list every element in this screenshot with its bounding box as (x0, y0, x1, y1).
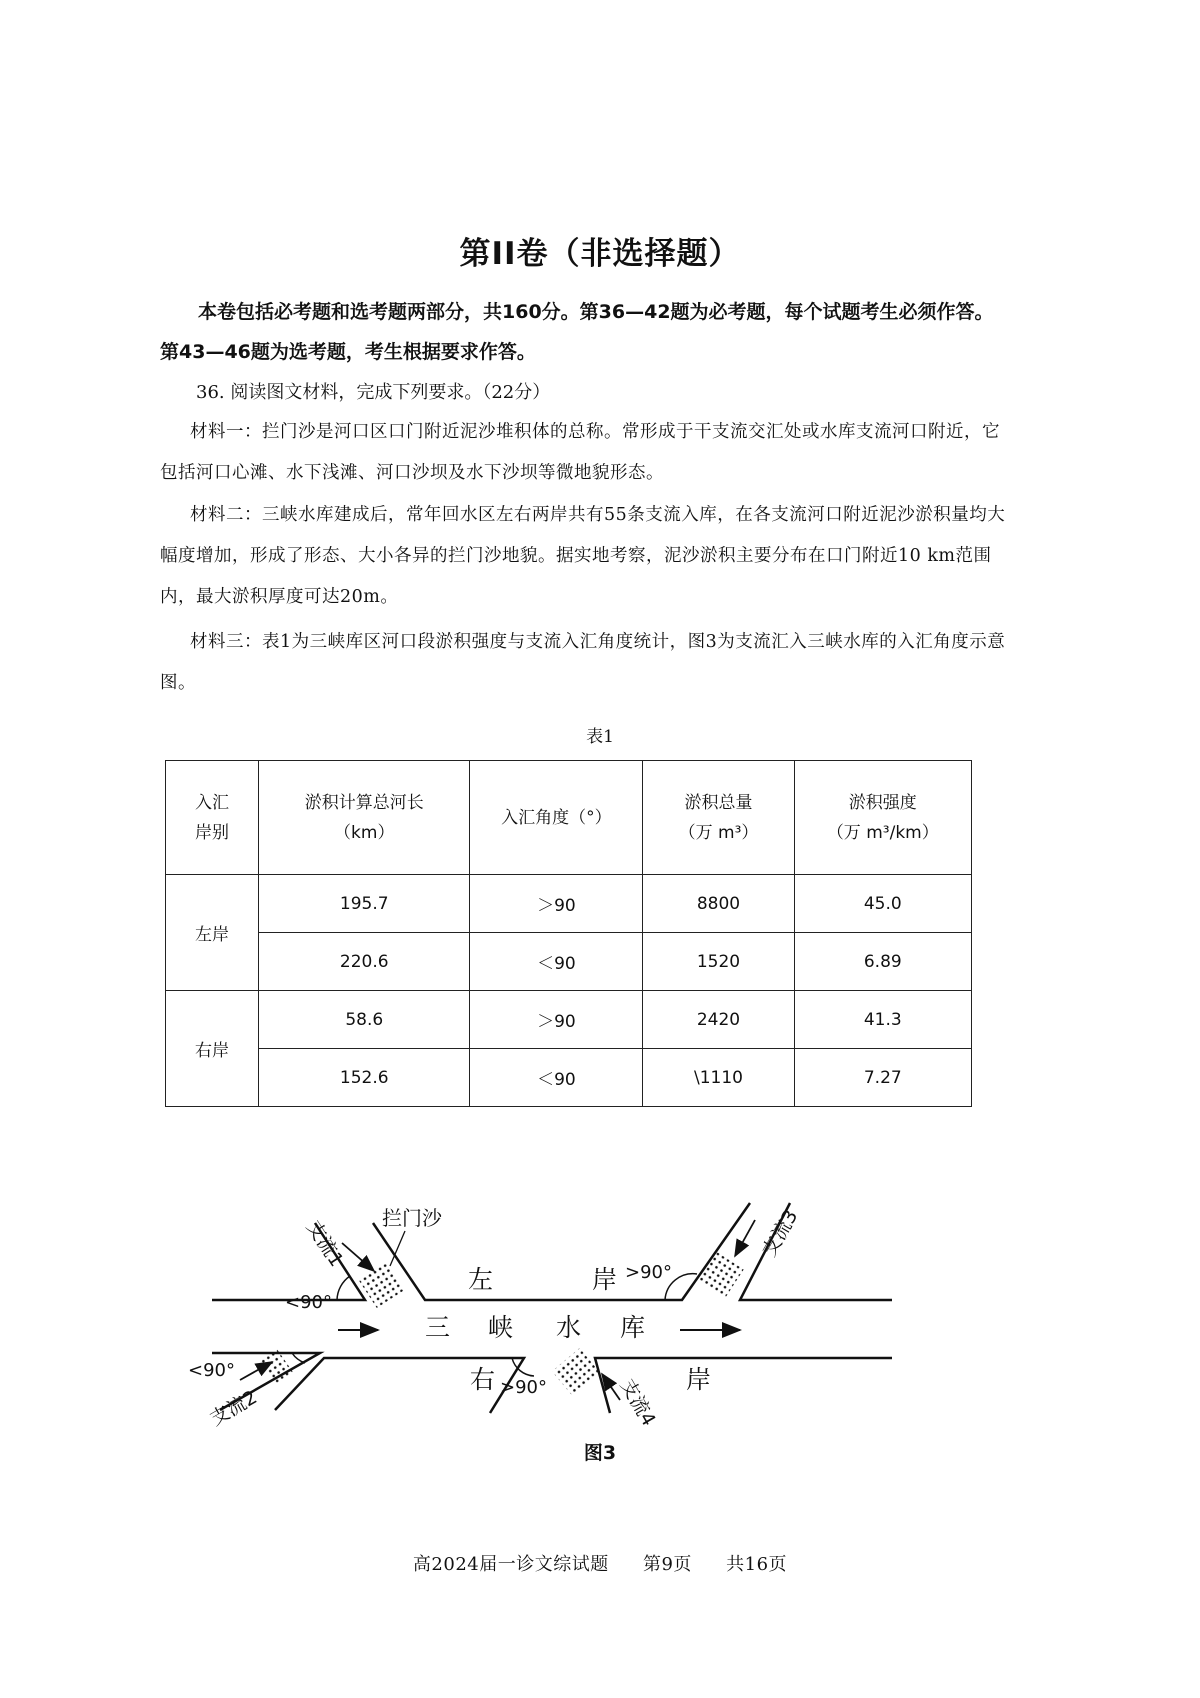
table-cell: 8800 (643, 875, 794, 933)
material-2: 材料二：三峡水库建成后，常年回水区左右两岸共有55条支流入库，在各支流河口附近泥沙淤积量均大幅度增加，形成了形态、大小各异的拦门沙地貌。据实地考察，泥沙淤积主要分布在口门附近10 km范围内，最大淤积厚度可达20m。 (160, 505, 1006, 607)
question-36: 36. 阅读图文材料，完成下列要求。（22分） (196, 382, 551, 403)
table-row (166, 991, 972, 1049)
table-cell: 1520 (643, 933, 794, 991)
header-length: 淤积计算总河长 （km） (259, 761, 470, 875)
trib4-label: 支流4 (615, 1375, 660, 1430)
left-bank-label-2: 岸 (592, 1265, 618, 1294)
reservoir-label-1: 三 (425, 1313, 451, 1342)
sandbar-3 (698, 1252, 743, 1298)
table-row (166, 1049, 972, 1107)
figure-caption: 图3 (583, 1442, 617, 1464)
section-title: 第II卷（非选择题） (459, 236, 741, 272)
material-3: 材料三：表1为三峡库区河口段淤积强度与支流入汇角度统计，图3为支流汇入三峡水库的入汇角度示意图。 (160, 632, 1006, 693)
table-cell: ＞90 (470, 991, 643, 1049)
angle-label-trib3: >90° (625, 1262, 672, 1283)
footer-page-number: 第9页 (642, 1554, 692, 1575)
table-cell: ＞90 (470, 875, 643, 933)
reservoir-label-2: 峡 (488, 1313, 514, 1342)
header-angle: 入汇角度（°） (470, 761, 643, 875)
sandbar-label: 拦门沙 (382, 1206, 442, 1230)
left-bank-label-1: 左 (468, 1265, 494, 1294)
material-1: 材料一：拦门沙是河口区口门附近泥沙堆积体的总称。常形成于干支流交汇处或水库支流河口附近，它包括河口心滩、水下浅滩、河口沙坝及水下沙坝等微地貌形态。 (160, 422, 1000, 483)
table-cell: 45.0 (794, 875, 971, 933)
table-cell: ＜90 (470, 933, 643, 991)
table-cell: 2420 (643, 991, 794, 1049)
table-row (166, 933, 972, 991)
trib3-arrow-icon (735, 1220, 755, 1256)
bank-cell: 左岸 (166, 875, 259, 991)
table-cell: ＜90 (470, 1049, 643, 1107)
header-bank: 入汇 岸别 (166, 761, 259, 875)
table-header-row (166, 761, 972, 875)
right-bank-label-2: 岸 (686, 1365, 712, 1394)
sandbar-4 (552, 1348, 600, 1396)
angle-label-trib1: <90° (285, 1292, 332, 1313)
sediment-table (165, 760, 972, 1107)
section-intro: 本卷包括必考题和选考题两部分，共160分。第36—42题为必考题，每个试题考生必须作答。第43—46题为选考题，考生根据要求作答。 (160, 301, 994, 363)
table-cell: 152.6 (259, 1049, 470, 1107)
confluence-diagram (188, 1148, 980, 1438)
angle-label-trib2: <90° (188, 1360, 235, 1381)
angle-arc (337, 1276, 350, 1300)
header-intensity: 淤积强度 （万 m³/km） (794, 761, 971, 875)
table-cell: 220.6 (259, 933, 470, 991)
table-cell: 58.6 (259, 991, 470, 1049)
footer-total-pages: 共16页 (726, 1554, 788, 1575)
angle-label-trib4: >90° (500, 1377, 547, 1398)
reservoir-label-4: 库 (620, 1313, 646, 1342)
table-cell: 7.27 (794, 1049, 971, 1107)
table-cell: 6.89 (794, 933, 971, 991)
table-caption: 表1 (586, 727, 614, 747)
trib1-label: 支流1 (301, 1216, 348, 1271)
angle-arc (292, 1353, 305, 1363)
page-footer (0, 1550, 1200, 1576)
header-total: 淤积总量 （万 m³） (643, 761, 794, 875)
reservoir-label-3: 水 (556, 1313, 582, 1342)
table-cell: 41.3 (794, 991, 971, 1049)
footer-exam-name: 高2024届一诊文综试题 (412, 1554, 609, 1575)
bank-cell: 右岸 (166, 991, 259, 1107)
trib2-label: 支流2 (206, 1386, 261, 1431)
right-bank-label-1: 右 (470, 1365, 496, 1394)
table-row (166, 875, 972, 933)
table-cell: 195.7 (259, 875, 470, 933)
table-cell: \1110 (643, 1049, 794, 1107)
trib3-label: 支流3 (758, 1206, 803, 1261)
